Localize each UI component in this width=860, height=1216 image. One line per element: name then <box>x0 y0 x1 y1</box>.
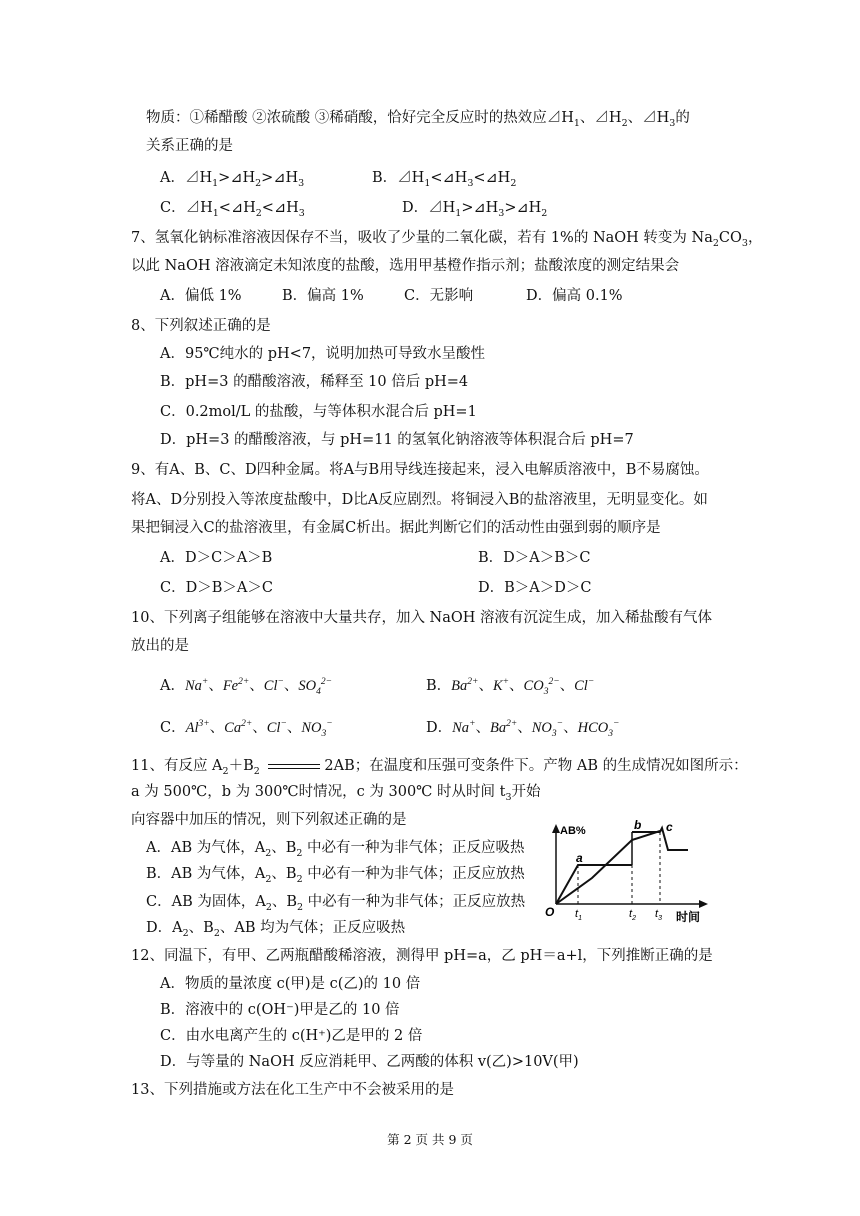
curve-a-label: a <box>576 851 583 865</box>
q6-option-c: C．$⊿H_1<⊿H_2<⊿H_3$ <box>160 200 305 219</box>
q11-option-b: B．AB 为气体，$A_2$、$B_2$ 中必有一种为非气体；正反应放热 <box>146 866 525 885</box>
curve-a <box>556 865 632 904</box>
x-axis-arrow-icon <box>699 900 708 908</box>
t1-label: $t_1$ <box>575 908 582 922</box>
q10-option-c: C．$Al^{3+}$、$Ca^{2+}$、Cl−、$NO_3^-$ <box>160 719 333 739</box>
q10-stem-line2: 放出的是 <box>131 638 189 654</box>
q7-stem-line1: 7、氢氧化钠标准溶液因保存不当，吸收了少量的二氧化碳，若有 1%的 NaOH 转变为 $Na_2CO_3$， <box>131 230 763 249</box>
q6-intro-line2: 关系正确的是 <box>146 138 233 154</box>
q12-option-d: D．与等量的 NaOH 反应消耗甲、乙两酸的体积 v(乙)>10V(甲) <box>160 1054 579 1070</box>
q9-option-d: D．B＞A＞D＞C <box>478 580 592 596</box>
q12-option-c: C．由水电离产生的 c(H⁺)乙是甲的 2 倍 <box>160 1028 423 1044</box>
q8-option-c: C．0.2mol/L 的盐酸，与等体积水混合后 pH=1 <box>160 404 477 420</box>
q11-stem-line2: a 为 500℃，b 为 300℃时情况，c 为 300℃ 时从时间 $t_3$开始 <box>131 784 541 803</box>
q11-stem-line3: 向容器中加压的情况，则下列叙述正确的是 <box>131 812 407 828</box>
q7-option-a: A．偏低 1% <box>160 288 242 304</box>
q9-option-b: B．D＞A＞B＞C <box>478 550 591 566</box>
q11-stem-line1: 11、有反应 $A_2+B_2$ 2AB；在温度和压强可变条件下。产物 AB 的生成情况如图所示： <box>131 758 748 777</box>
q11-option-c: C．AB 为固体，$A_2$、$B_2$ 中必有一种为非气体；正反应放热 <box>146 894 526 913</box>
q6-option-a: A．$⊿H_1>⊿H_2>⊿H_3$ <box>160 170 305 189</box>
q7-option-c: C．无影响 <box>404 288 474 304</box>
q9-stem-line3: 果把铜浸入C的盐溶液里，有金属C析出。据此判断它们的活动性由强到弱的顺序是 <box>131 520 661 536</box>
q6-option-d: D．$⊿H_1>⊿H_3>⊿H_2$ <box>402 200 548 219</box>
origin-label: O <box>545 905 555 919</box>
curve-c-label: c <box>666 820 673 834</box>
q10-stem-line1: 10、下列离子组能够在溶液中大量共存，加入 NaOH 溶液有沉淀生成，加入稀盐酸有气体 <box>131 610 713 626</box>
curve-c <box>660 828 688 850</box>
q8-stem: 8、下列叙述正确的是 <box>131 318 271 334</box>
curve-b-label: b <box>634 818 642 832</box>
q8-option-b: B．pH=3 的醋酸溶液，稀释至 10 倍后 pH=4 <box>160 374 469 390</box>
q8-option-a: A．95℃纯水的 pH<7，说明加热可导致水呈酸性 <box>160 346 486 362</box>
q13-stem: 13、下列措施或方法在化工生产中不会被采用的是 <box>131 1082 454 1098</box>
x-axis-label: 时间 <box>676 910 701 924</box>
q9-stem-line1: 9、有A、B、C、D四种金属。将A与B用导线连接起来，浸入电解质溶液中，B不易腐蚀。 <box>131 462 709 478</box>
q11-option-a: A．AB 为气体，$A_2$、$B_2$ 中必有一种为非气体；正反应吸热 <box>146 840 525 859</box>
t2-label: $t_2$ <box>629 908 636 922</box>
q6-intro: 物质：①稀醋酸 ②浓硫酸 ③稀硝酸，恰好完全反应时的热效应$⊿H_1$、$⊿H_2$、$⊿H_3$的 <box>146 110 690 129</box>
q10-option-b: B．$Ba^{2+}$、K+、$CO_3^{2-}$、Cl− <box>426 677 595 697</box>
q9-option-a: A．D＞C＞A＞B <box>160 550 273 566</box>
y-axis-label: AB% <box>560 825 586 837</box>
curve-b <box>556 831 660 904</box>
q9-stem-line2: 将A、D分别投入等浓度盐酸中，D比A反应剧烈。将铜浸入B的盐溶液里，无明显变化。如 <box>131 492 708 508</box>
q8-option-d: D．pH=3 的醋酸溶液，与 pH=11 的氢氧化钠溶液等体积混合后 pH=7 <box>160 432 634 448</box>
y-axis-arrow-icon <box>552 824 560 833</box>
q12-option-a: A．物质的量浓度 c(甲)是 c(乙)的 10 倍 <box>160 976 421 992</box>
q12-stem: 12、同温下，有甲、乙两瓶醋酸稀溶液，测得甲 pH=a，乙 pH＝a+l，下列推断正确的是 <box>131 948 713 964</box>
q10-option-a: A．Na+、$Fe^{2+}$、Cl−、$SO_4^{2-}$ <box>160 677 333 697</box>
q9-option-c: C．D＞B＞A＞C <box>160 580 273 596</box>
q6-option-b: B．$⊿H_1<⊿H_3<⊿H_2$ <box>372 170 517 189</box>
q7-stem-line2: 以此 NaOH 溶液滴定未知浓度的盐酸，选用甲基橙作指示剂；盐酸浓度的测定结果会 <box>131 258 680 274</box>
q11-option-d: D．$A_2$、$B_2$、AB 均为气体；正反应吸热 <box>146 920 406 939</box>
q7-option-d: D．偏高 0.1% <box>526 288 623 304</box>
equilibrium-arrow-icon <box>268 761 320 771</box>
q7-option-b: B．偏高 1% <box>282 288 364 304</box>
q10-option-d: D．Na+、$Ba^{2+}$、$NO_3^-$、$HCO_3^-$ <box>426 719 620 739</box>
page-footer: 第 2 页 共 9 页 <box>387 1132 473 1147</box>
q12-option-b: B．溶液中的 c(OH⁻)甲是乙的 10 倍 <box>160 1002 400 1018</box>
ab-percent-time-graph <box>542 818 720 930</box>
t3-label: $t_3$ <box>655 908 662 922</box>
